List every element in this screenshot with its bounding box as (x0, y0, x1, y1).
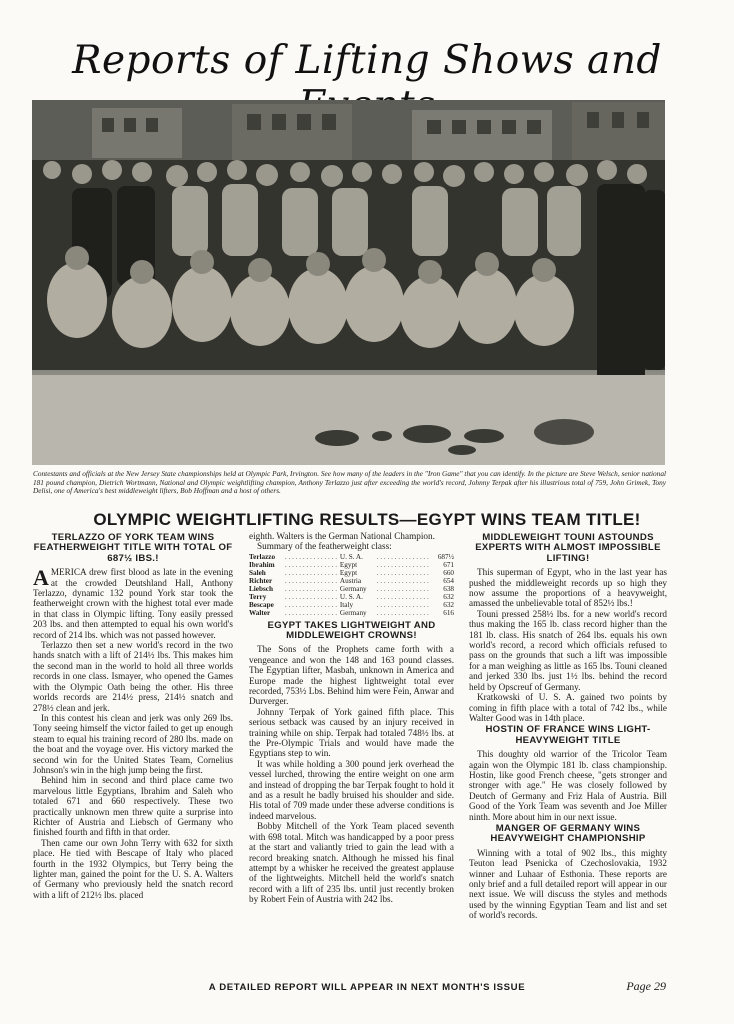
article-paragraph: eighth. Walters is the German National Champion. (249, 531, 435, 541)
summary-leader: . . . . . . . . . . . . . . . (376, 569, 429, 577)
page-title: Reports of Lifting Shows and (72, 38, 662, 83)
article-paragraph: It was while holding a 300 pound jerk overhead the vessel lurched, throwing the entire weight on one arm and instead of dropping the bar Terpak fought to hold it and as a result he badly bruised his shoulder and side. His total of 709 made under these adverse conditions is indeed marvelous. (249, 758, 454, 821)
summary-leader: . . . . . . . . . . . . . . . (284, 560, 337, 569)
summary-row (249, 561, 454, 569)
summary-title: Summary of the featherweight class: (257, 541, 392, 552)
article-paragraph: Behind him in second and third place came two marvelous little Egyptians, Ibrahim and Saleh who totaled 671 and 660 respectively. These two practically unknown men threw quite a surprise into Richter of Austria and Liebsch of Germany who finished fourth and fifth in that order. (33, 775, 233, 838)
article-paragraph: In this contest his clean and jerk was only 269 lbs. Tony seeing himself the victor failed to get up enough steam to equal his training record of 280 lbs. made on the boat and the voyage over. His victory marked the second win for the United States Team, Cornelius Johnson's win in the high jump being the first. (33, 712, 233, 775)
article-paragraph: Touni pressed 258½ lbs. for a new world's record thus making the 165 lb. class record higher than the 181 lb. class. His snatch of 264 lbs. equals his own world's record, a record which officials refused to pass on the grounds that such a lift was impossible for a man weighing as little as 165 lbs. Touni cleaned and jerked 330 lbs. just 1½ lbs. behind the record held by Opscreuf of Germany. (469, 608, 667, 692)
summary-country: Italy (339, 601, 354, 610)
footer-note: A DETAILED REPORT WILL APPEAR IN NEXT MONTH'S ISSUE (208, 982, 526, 993)
photo-caption: Contestants and officials at the New Jersey State championships held at Olympic Park, Irvington. See how many of the leaders in the "Iron Game" that you can identify. In the picture are Steve Welsch, senior national 181 pound champion, Dietrich Wortmann, National and Olympic weightlifting champion, Anthony Terlazzo just after exceeding the world's record, Johnny Terpak after his illustrious total of 759, John Grimek, Tony Delisi, one of America's best middleweight lifters, Bob Hoffman and a host of others. (33, 469, 666, 496)
article-paragraph: Kratkowski of U. S. A. gained two points by coming in fifth place with a total of 742 lbs., while Walter Good was in 14th place. (469, 692, 667, 723)
article-paragraph: Johnny Terpak of York gained fifth place. This serious setback was caused by an injury received in training while on ship. Terpak had totaled 748½ lbs. at the Pre-Olympic Trials and would have made the Egyptians step to win. (249, 706, 454, 759)
column-1 (33, 531, 233, 900)
summary-leader: . . . . . . . . . . . . . . . (376, 560, 429, 569)
summary-row (249, 585, 454, 593)
summary-row (249, 569, 454, 577)
featherweight-heading: TERLAZZO OF YORK TEAM WINS FEATHERWEIGHT TITLE WITH TOTAL OF 687½ IBS.! (33, 532, 233, 564)
column-2 (249, 531, 454, 905)
summary-row (249, 601, 454, 609)
summary-total: 654 (443, 577, 454, 586)
summary-country: U. S. A. (339, 593, 363, 602)
main-headline: OLYMPIC WEIGHTLIFTING RESULTS—EGYPT WINS TEAM TITLE! (93, 510, 641, 529)
summary-row (249, 593, 454, 601)
summary-total: 632 (443, 601, 454, 610)
summary-total: 660 (443, 569, 454, 577)
summary-leader: . . . . . . . . . . . . . . . (376, 601, 429, 610)
summary-name: Richter (249, 577, 273, 586)
summary-name: Bescape (249, 601, 274, 610)
summary-country: Germany (339, 585, 367, 594)
summary-leader: . . . . . . . . . . . . . . . (284, 569, 337, 577)
summary-leader: . . . . . . . . . . . . . . . (284, 593, 337, 602)
summary-leader: . . . . . . . . . . . . . . . (284, 552, 337, 561)
light-heavyweight-heading: HOSTIN OF FRANCE WINS LIGHT-HEAVYWEIGHT TITLE (485, 724, 651, 746)
summary-name: Terry (249, 593, 267, 602)
summary-leader: . . . . . . . . . . . . . . . (284, 577, 337, 586)
summary-leader: . . . . . . . . . . . . . . . (376, 585, 429, 594)
article-paragraph: The Sons of the Prophets came forth with a vengeance and won the 148 and 163 pound classes. The Egyptian lifter, Masbah, unknown in America and Europe made the highest lightweight total ever recorded, 753½ Lbs. Behind him were Fein, Anwar and Durverger. (249, 644, 454, 707)
summary-total: 616 (443, 609, 454, 618)
summary-row (249, 609, 454, 617)
summary-country: Egypt (339, 560, 358, 569)
article-paragraph: This doughty old warrior of the Tricolor Team again won the Olympic 181 lb. class championship. Hostin, like good French cheese, "gets stronger and stronger with age." He was closely followed by Deutch of Germany and Friz Hala of Austria. Bill Good of the York Team was seventh and Joe Miller ninth. More about him in our next issue. (469, 749, 667, 822)
article-paragraph: Bobby Mitchell of the York Team placed seventh with 698 total. Mitch was handicapped by a poor press at the start and valiantly tried to gain the lead with a record breaking snatch. Although he missed his final attempt by a whisker he received the greatest applause of the lightweights. Mitchell held the world's snatch record with a lift of 235 lbs. until just recently broken by Robert Fein of Austria with 242 lbs. (249, 821, 454, 905)
article-paragraph: This superman of Egypt, who in the last year has pushed the middleweight records up so high they now assume the proportions of a heavyweight, amassed the unbelievable total of 852½ lbs.! (469, 567, 667, 609)
drop-cap: A (33, 565, 49, 591)
featherweight-summary-table (249, 553, 454, 618)
summary-leader: . . . . . . . . . . . . . . . (376, 609, 429, 618)
article-paragraph: Then came our own John Terry with 632 for sixth place. He tied with Bescape of Italy who placed fourth in the 1932 Olympics, but Terry being the lighter man, gained the point for the U. S. A. Walters of Germany who previously held the snatch record with a lift of 212½ lbs. placed (33, 837, 233, 900)
article-paragraph: AMERICA drew first blood as late in the evening at the crowded Deutshland Hall, Anthony Terlazzo, dynamic 132 pound York star took the featherweight crown with the highest total ever made in that class in Olympic lifting. Tony easily pressed 203 lbs. and then attempted to equal his own world's record of 214 lbs. which was not passed however. (33, 565, 233, 640)
summary-total: 638 (443, 585, 454, 594)
summary-row (249, 553, 454, 561)
summary-leader: . . . . . . . . . . . . . . . (376, 552, 429, 561)
summary-country: Germany (339, 609, 367, 618)
group-photo-illustration (32, 100, 665, 465)
heavyweight-heading: MANGER OF GERMANY WINS HEAVYWEIGHT CHAMPIONSHIP (490, 822, 646, 845)
summary-name: Liebsch (249, 585, 273, 594)
summary-leader: . . . . . . . . . . . . . . . (376, 593, 429, 602)
column-3 (469, 531, 667, 921)
summary-leader: . . . . . . . . . . . . . . . (284, 585, 337, 594)
summary-name: Ibrahim (249, 560, 275, 569)
summary-total: 632 (443, 593, 454, 602)
summary-row (249, 577, 454, 585)
summary-country: Austria (339, 577, 362, 586)
summary-total: 687½ (437, 552, 454, 561)
summary-name: Saleh (249, 569, 266, 577)
summary-country: U. S. A. (339, 552, 363, 561)
middleweight-heading: MIDDLEWEIGHT TOUNI ASTOUNDS EXPERTS WITH ALMOST IMPOSSIBLE LIFTING! (475, 532, 661, 564)
summary-name: Walter (249, 609, 271, 618)
summary-name: Terlazzo (249, 552, 276, 561)
article-paragraph: Winning with a total of 902 lbs., this mighty Teuton lead Psenicka of Czechoslovakia, 1932 winner and Luhaar of Esthonia. These reports are only brief and a full detailed report will appear in our next issue. We will discuss the styles and methods used by the winning Egyptian Team and list and set of world's records. (469, 847, 667, 921)
summary-leader: . . . . . . . . . . . . . . . (376, 577, 429, 586)
lightweight-heading: EGYPT TAKES LIGHTWEIGHT AND MIDDLEWEIGHT CROWNS! (267, 619, 436, 641)
article-paragraph: Terlazzo then set a new world's record in the two hands snatch with a lift of 214½ lbs. This makes him the second man in the world to hold all three worlds records in one class. Ismayer, who opened the Games with the Olympic Oath being the other. His three worlds records are 214½ press, 214½ snatch and 278½ clean and jerk. (33, 640, 233, 713)
summary-leader: . . . . . . . . . . . . . . . (284, 601, 337, 610)
summary-total: 671 (443, 560, 454, 569)
summary-country: Egypt (339, 569, 358, 577)
summary-leader: . . . . . . . . . . . . . . . (284, 609, 337, 618)
page-number: Page 29 (626, 979, 666, 993)
group-photo (32, 100, 665, 465)
